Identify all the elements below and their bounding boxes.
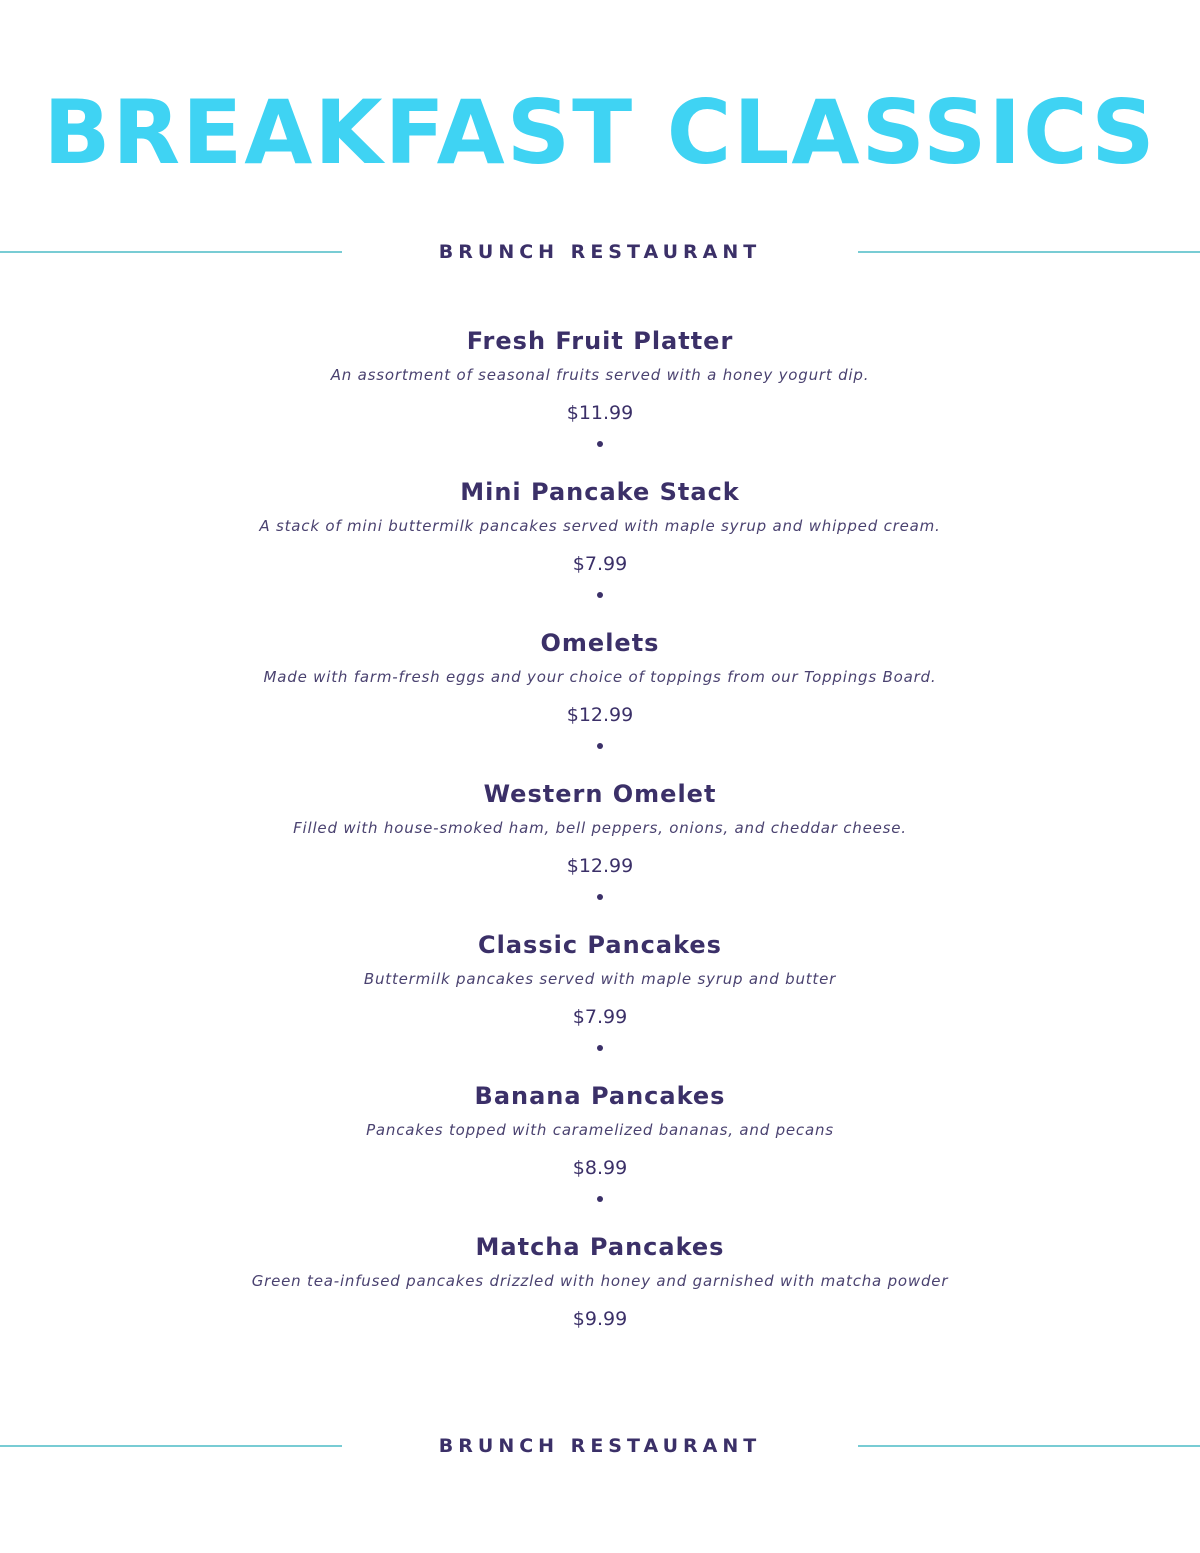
item-description: Made with farm-fresh eggs and your choice of toppings from our Toppings Board. xyxy=(263,668,937,686)
item-description: Green tea-infused pancakes drizzled with honey and garnished with matcha powder xyxy=(251,1272,949,1290)
item-price: $9.99 xyxy=(572,1308,628,1330)
item-name: Omelets xyxy=(540,629,660,657)
item-price: $8.99 xyxy=(572,1157,628,1179)
divider-line-right xyxy=(858,251,1200,253)
menu-item xyxy=(0,1224,1200,1332)
item-price: $7.99 xyxy=(572,1006,628,1028)
item-name: Matcha Pancakes xyxy=(475,1233,725,1261)
menu-item xyxy=(0,1073,1200,1224)
item-description: Pancakes topped with caramelized bananas, and pecans xyxy=(366,1121,834,1139)
divider-line-left xyxy=(0,251,342,253)
menu-list xyxy=(0,318,1200,1332)
menu-item xyxy=(0,469,1200,620)
item-name: Fresh Fruit Platter xyxy=(466,327,734,355)
menu-item xyxy=(0,620,1200,771)
item-name: Mini Pancake Stack xyxy=(460,478,740,506)
item-name: Banana Pancakes xyxy=(474,1082,726,1110)
menu-item xyxy=(0,318,1200,469)
item-description: A stack of mini buttermilk pancakes served with maple syrup and whipped cream. xyxy=(259,517,941,535)
restaurant-name-bottom: BRUNCH RESTAURANT xyxy=(438,1435,762,1457)
divider-line-left xyxy=(0,1445,342,1447)
item-description: Filled with house-smoked ham, bell peppers, onions, and cheddar cheese. xyxy=(293,819,907,837)
divider-line-right xyxy=(858,1445,1200,1447)
item-description: Buttermilk pancakes served with maple syrup and butter xyxy=(363,970,837,988)
menu-title: BREAKFAST CLASSICS xyxy=(43,81,1157,184)
item-price: $12.99 xyxy=(566,704,634,726)
header-band xyxy=(0,237,1200,267)
item-price: $12.99 xyxy=(566,855,634,877)
restaurant-name-top: BRUNCH RESTAURANT xyxy=(438,241,762,263)
item-price: $7.99 xyxy=(572,553,628,575)
item-name: Western Omelet xyxy=(483,780,717,808)
item-name: Classic Pancakes xyxy=(478,931,722,959)
item-price: $11.99 xyxy=(566,402,634,424)
menu-item xyxy=(0,922,1200,1073)
item-description: An assortment of seasonal fruits served with a honey yogurt dip. xyxy=(330,366,870,384)
footer-band xyxy=(0,1431,1200,1461)
menu-item xyxy=(0,771,1200,922)
